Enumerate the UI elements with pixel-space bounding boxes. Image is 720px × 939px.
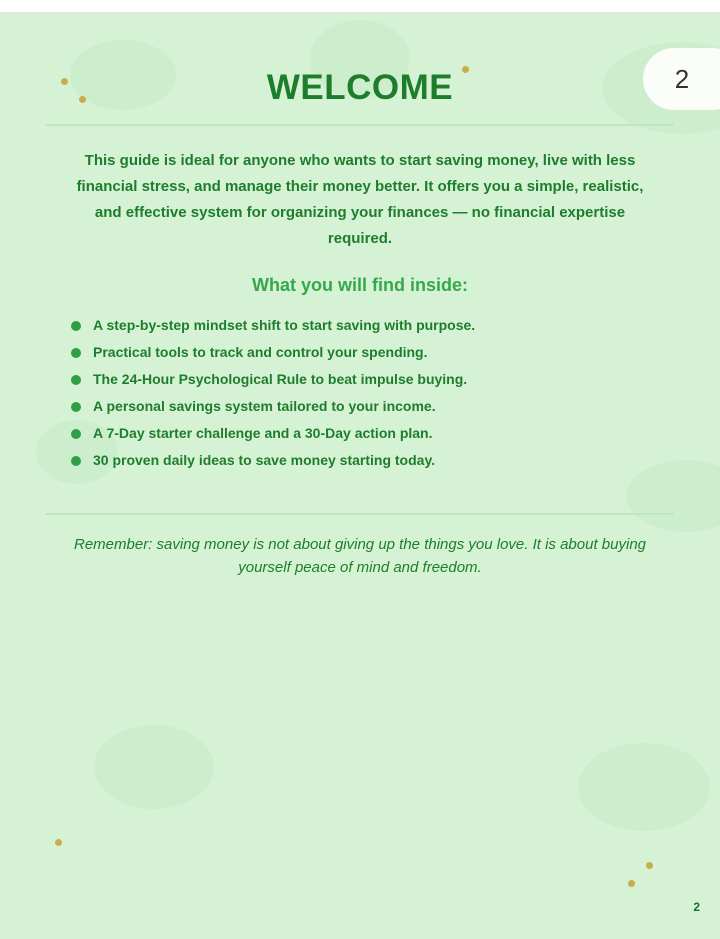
feature-text: Practical tools to track and control your spending. — [93, 344, 428, 360]
bullet-icon — [71, 348, 81, 358]
decorative-dot — [646, 862, 653, 869]
section-subtitle: What you will find inside: — [252, 275, 468, 295]
feature-text: A step-by-step mindset shift to start saving with purpose. — [93, 317, 476, 333]
feature-list — [70, 312, 475, 474]
bullet-icon — [71, 321, 81, 331]
bullet-icon — [71, 402, 81, 412]
section-divider — [46, 513, 674, 515]
decorative-dot — [628, 880, 635, 887]
bullet-icon — [71, 429, 81, 439]
title-divider — [46, 124, 674, 126]
decorative-blob — [626, 460, 720, 532]
feature-list-item — [70, 339, 475, 366]
page-title: WELCOME — [266, 68, 454, 107]
page-number-badge-label: 2 — [674, 64, 690, 94]
feature-text: A 7-Day starter challenge and a 30-Day action plan. — [93, 425, 433, 441]
bullet-icon — [71, 456, 81, 466]
footer-page-number: 2 — [693, 900, 700, 914]
document-page — [0, 14, 720, 939]
feature-list-item — [70, 393, 475, 420]
feature-text: 30 proven daily ideas to save money starting today. — [93, 452, 436, 468]
feature-list-item — [70, 420, 475, 447]
remember-note: Remember: saving money is not about giving up the things you love. It is about buying yourself peace of mind and freedom. — [74, 536, 646, 576]
feature-list-item — [70, 366, 475, 393]
decorative-blob — [578, 743, 710, 831]
bullet-icon — [71, 375, 81, 385]
feature-list-item — [70, 447, 475, 474]
feature-text: A personal savings system tailored to your income. — [93, 398, 436, 414]
feature-list-item — [70, 312, 475, 339]
intro-paragraph: This guide is ideal for anyone who wants to start saving money, live with less financial stress, and manage their money better. It offers you a simple, realistic, and effective system for organizing your finances — no financial expertise required. — [76, 152, 644, 247]
top-strip — [0, 0, 720, 12]
decorative-dot — [55, 839, 62, 846]
decorative-blob — [94, 725, 214, 809]
feature-text: The 24-Hour Psychological Rule to beat impulse buying. — [93, 371, 468, 387]
